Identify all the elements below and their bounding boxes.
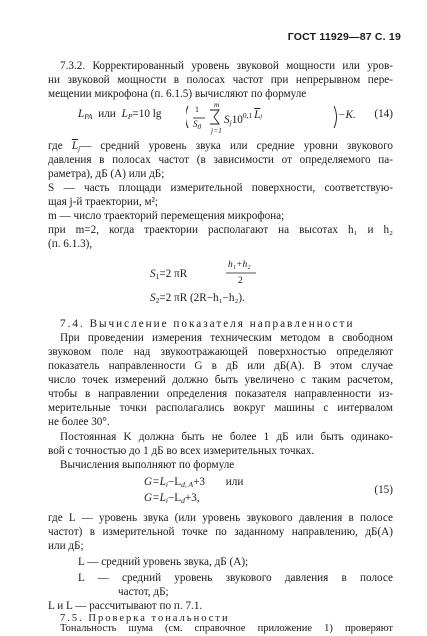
def-l-j-line-2: давления в полосах частот (в зависимости от определяемого па-	[48, 154, 393, 166]
def-l-j-line-3: раметра), дБ (A) или дБ;	[48, 168, 165, 180]
paragraph-7-3-2-line-2: ни звуковой мощности в полосах частот при непрерывном пере-	[48, 74, 393, 86]
def-li-line-2: частот) в измерительной точке по заданному направлению, дБ(A)	[48, 526, 393, 538]
def-calc-ref: L и L — рассчитывают по п. 7.1.	[48, 600, 203, 612]
formula-s1-denominator: 2	[238, 276, 243, 286]
def-s-line-1: S — часть площади измерительной поверхности, соответствую-	[48, 182, 393, 194]
formula-14-tail: −K.	[338, 109, 356, 121]
def-li-line-3: или дБ;	[48, 540, 84, 552]
def-li-line-1: где L — уровень звука (или уровень звукового давления в полосе	[48, 512, 393, 524]
def-s-line-2: щая j-й траектории, м²;	[48, 196, 159, 208]
formula-14-number: (14)	[374, 108, 393, 120]
para-7-4-1-line-6: мерительные точки располагались вокруг машины с интервалом	[48, 402, 393, 414]
formula-14-sum-bottom: j=1	[211, 126, 222, 135]
para-7-5-1-line-1: Тональность шума (см. справочное приложение 1) проверяют	[60, 623, 393, 634]
para-7-4-1-line-5: чтобы в направлении определения показателя направленности из-	[48, 388, 393, 400]
para-7-4-2-line-1: Постоянная K должна быть не более 1 дБ или быть одинако-	[60, 431, 393, 443]
paragraph-7-3-2-line-3: мещении микрофона (п. 6.1.5) вычисляют по формуле	[48, 88, 307, 100]
para-7-4-1-line-2: звуковом поле над звукоотражающей поверхностью определяют	[48, 346, 393, 358]
def-m2-line-2: (п. 6.1.3),	[48, 238, 93, 250]
def-lda: L — средний уровень звука, дБ (A);	[78, 556, 249, 568]
def-ld-line-1: L — средний уровень звукового давления в полосе	[78, 572, 393, 584]
formula-14-term: $S_j10^{0,1 \overline{L}j}$	[224, 109, 263, 127]
formula-15-line-2: $G=L_i-L_d+3$,	[144, 492, 200, 505]
def-m: m — число траекторий перемещения микрофона;	[48, 210, 285, 222]
def-l-j-line-1: где $\overline{L}_j—$ средний уровень звука или средние уровни звукового	[48, 140, 393, 153]
formula-14-sum-top: m	[214, 100, 220, 109]
para-7-4-3: Вычисления выполняют по формуле	[60, 459, 235, 471]
section-7-5-title: 7.5. Проверка тональности	[60, 613, 230, 624]
para-7-4-1-line-1: При проведении измерения техническим методом в свободном	[60, 332, 393, 344]
def-m2-line-1: при m=2, когда траектории располагают на высотах h₁ и h₂	[48, 224, 393, 236]
para-7-4-2-line-2: вой с точностью до 1 дБ во всех измерительных точках.	[48, 445, 315, 457]
formula-s2: $S_2=2$ πR (2R−h₁−h₂).	[150, 292, 245, 305]
formula-14-frac-den: $S_0$	[193, 119, 202, 131]
para-7-4-1-line-4: число точек измерений должно быть увеличено с таким расчетом,	[48, 374, 393, 386]
formula-15-number: (15)	[374, 484, 393, 496]
formula-14: $L_{PA}$ или $L_P=10$ lg	[78, 108, 162, 121]
formula-14-frac-num: 1	[195, 105, 199, 114]
para-7-4-1-line-7: не более 30°.	[48, 416, 110, 428]
paragraph-7-3-2-line-1: 7.3.2. Корректированный уровень звуковой мощности или уров-	[60, 60, 393, 72]
def-ld-line-2: частот, дБ;	[118, 586, 169, 598]
formula-s1: $S_1=2$ πR	[150, 268, 188, 281]
para-7-4-1-line-3: показатель направленности G в дБ или дБ(A). В этом случае	[48, 360, 393, 372]
formula-15-line-1: $G=L_i-L_{d, A}+3$ или	[144, 476, 244, 489]
page-header: ГОСТ 11929—87 С. 19	[287, 31, 401, 43]
section-7-4-title: 7.4. Вычисление показателя направленности	[60, 318, 355, 330]
formula-s1-numerator: h₁+h₂	[228, 260, 251, 270]
